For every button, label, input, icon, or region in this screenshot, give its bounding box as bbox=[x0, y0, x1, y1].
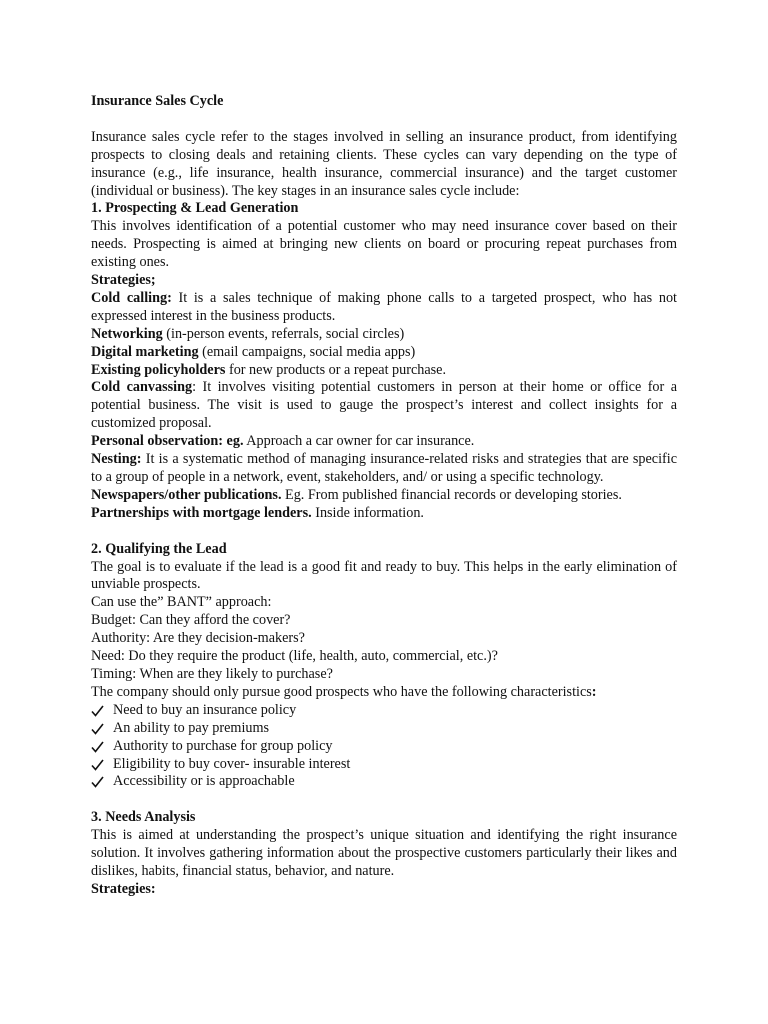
bant-item: Budget: Can they afford the cover? bbox=[91, 612, 291, 629]
checkmark-icon bbox=[91, 738, 105, 756]
strategy-item: Newspapers/other publications. Eg. From published financial records or developing stories. bbox=[91, 486, 622, 503]
checklist-item: An ability to pay premiums bbox=[91, 720, 677, 738]
section-heading-prospecting: 1. Prospecting & Lead Generation bbox=[91, 200, 299, 217]
section-heading-needs-analysis: 3. Needs Analysis bbox=[91, 809, 196, 826]
section-heading-qualifying: 2. Qualifying the Lead bbox=[91, 540, 227, 557]
checklist-item: Accessibility or is approachable bbox=[91, 773, 677, 791]
spacer bbox=[91, 791, 677, 809]
section-body-qualifying: The goal is to evaluate if the lead is a good fit and ready to buy. This helps in the early elimination of unviable prospects. bbox=[91, 558, 677, 593]
bant-item: Authority: Are they decision-makers? bbox=[91, 630, 305, 647]
spacer bbox=[91, 523, 677, 541]
strategy-item: Cold calling: It is a sales technique of making phone calls to a targeted prospect, who has not expressed interest in the business products. bbox=[91, 289, 677, 324]
checkmark-icon bbox=[91, 702, 105, 720]
checkmark-icon bbox=[91, 720, 105, 738]
section-body-prospecting: This involves identification of a potential customer who may need insurance cover based on their needs. Prospecting is aimed at bringing new clients on board or procuring repeat purchases from existing ones. bbox=[91, 218, 677, 271]
checklist-item: Authority to purchase for group policy bbox=[91, 738, 677, 756]
strategy-item: Digital marketing (email campaigns, social media apps) bbox=[91, 343, 416, 360]
section-body-needs-analysis: This is aimed at understanding the prospect’s unique situation and identifying the right insurance solution. It involves gathering information about the prospective customers particularly their likes and dislikes, habits, financial status, behavior, and nature. bbox=[91, 827, 677, 879]
checklist-item: Need to buy an insurance policy bbox=[91, 702, 677, 720]
strategy-item: Personal observation: eg. Approach a car owner for car insurance. bbox=[91, 433, 475, 450]
bant-item: Timing: When are they likely to purchase? bbox=[91, 665, 333, 682]
strategy-item: Cold canvassing: It involves visiting potential customers in person at their home or office for a potential business. The visit is used to gauge the prospect’s interest and collect insights for a customized proposal. bbox=[91, 379, 678, 432]
bant-intro: Can use the” BANT” approach: bbox=[91, 594, 272, 611]
intro-paragraph: Insurance sales cycle refer to the stages involved in selling an insurance product, from identifying prospects to closing deals and retaining clients. These cycles can vary depending on the type of insurance (e.g., life insurance, health insurance, commercial insurance) and the target customer (individual or business). The key stages in an insurance sales cycle include: bbox=[91, 128, 677, 199]
document-title: Insurance Sales Cycle bbox=[91, 93, 224, 109]
strategies-label: Strategies; bbox=[91, 272, 156, 289]
checklist-item: Eligibility to buy cover- insurable interest bbox=[91, 756, 677, 774]
bant-item: Need: Do they require the product (life, health, auto, commercial, etc.)? bbox=[91, 648, 498, 665]
spacer bbox=[91, 111, 677, 129]
strategy-item: Existing policyholders for new products or a repeat purchase. bbox=[91, 361, 447, 378]
characteristics-intro: The company should only pursue good prospects who have the following characteristics: bbox=[91, 683, 597, 700]
strategy-item: Nesting: It is a systematic method of managing insurance-related risks and strategies that are specific to a group of people in a network, event, stakeholders, and/ or using a specific technology. bbox=[91, 451, 677, 486]
characteristics-list bbox=[91, 702, 677, 792]
checkmark-icon bbox=[91, 773, 105, 791]
checkmark-icon bbox=[91, 756, 105, 774]
strategy-item: Partnerships with mortgage lenders. Inside information. bbox=[91, 504, 424, 521]
strategy-item: Networking (in-person events, referrals, social circles) bbox=[91, 325, 405, 342]
document-page bbox=[91, 93, 677, 899]
strategies-label: Strategies: bbox=[91, 880, 156, 897]
